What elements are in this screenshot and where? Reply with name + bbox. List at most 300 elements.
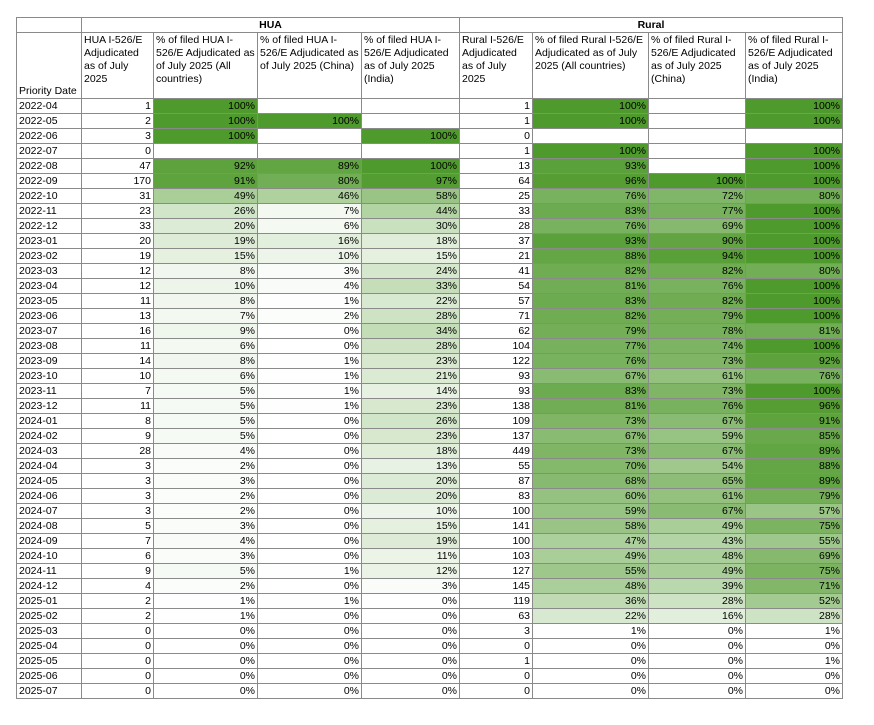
table-row: [17, 609, 843, 624]
cell-rural-pct-india: 0%: [746, 684, 843, 699]
cell-rural-pct-india: 85%: [746, 429, 843, 444]
cell-rural-pct-china: 73%: [649, 354, 746, 369]
cell-rural-pct-all: 68%: [533, 474, 649, 489]
cell-rural-pct-all: 100%: [533, 144, 649, 159]
cell-hua-adjudicated: 4: [82, 579, 154, 594]
table-row: [17, 624, 843, 639]
header-rural-pct-all: % of filed Rural I-526/E Adjudicated as of July 2025 (All countries): [533, 33, 649, 99]
cell-rural-pct-all: 76%: [533, 219, 649, 234]
cell-rural-pct-india: 80%: [746, 264, 843, 279]
cell-hua-pct-india: 15%: [362, 519, 460, 534]
cell-rural-adjudicated: 0: [460, 129, 533, 144]
table-row: [17, 654, 843, 669]
cell-rural-pct-all: 73%: [533, 444, 649, 459]
cell-hua-adjudicated: 2: [82, 609, 154, 624]
cell-hua-pct-india: 0%: [362, 684, 460, 699]
cell-hua-pct-all: 20%: [154, 219, 258, 234]
cell-rural-pct-all: 70%: [533, 459, 649, 474]
table-row: [17, 294, 843, 309]
cell-rural-pct-china: 73%: [649, 384, 746, 399]
cell-hua-adjudicated: 8: [82, 414, 154, 429]
cell-rural-pct-china: 49%: [649, 519, 746, 534]
cell-hua-pct-all: 2%: [154, 504, 258, 519]
header-priority-date: Priority Date: [17, 33, 82, 99]
cell-hua-pct-all: 5%: [154, 429, 258, 444]
table-row: [17, 414, 843, 429]
cell-rural-adjudicated: 87: [460, 474, 533, 489]
cell-rural-adjudicated: 0: [460, 669, 533, 684]
column-header-row: [17, 33, 843, 99]
cell-rural-adjudicated: 137: [460, 429, 533, 444]
header-rural-pct-india: % of filed Rural I-526/E Adjudicated as of July 2025 (India): [746, 33, 843, 99]
cell-hua-pct-india: 15%: [362, 249, 460, 264]
cell-hua-pct-all: 6%: [154, 339, 258, 354]
cell-priority-date: 2022-07: [17, 144, 82, 159]
cell-hua-pct-all: 100%: [154, 114, 258, 129]
cell-rural-pct-india: 96%: [746, 399, 843, 414]
table-row: [17, 174, 843, 189]
cell-priority-date: 2023-10: [17, 369, 82, 384]
cell-hua-pct-all: 4%: [154, 534, 258, 549]
cell-hua-adjudicated: 3: [82, 489, 154, 504]
cell-hua-adjudicated: 5: [82, 519, 154, 534]
table-row: [17, 129, 843, 144]
cell-rural-adjudicated: 64: [460, 174, 533, 189]
cell-hua-adjudicated: 7: [82, 534, 154, 549]
cell-hua-pct-india: 58%: [362, 189, 460, 204]
cell-hua-pct-india: 10%: [362, 504, 460, 519]
cell-rural-pct-india: 0%: [746, 639, 843, 654]
table-row: [17, 324, 843, 339]
cell-rural-pct-china: 67%: [649, 444, 746, 459]
cell-hua-pct-china: 0%: [258, 609, 362, 624]
cell-priority-date: 2022-06: [17, 129, 82, 144]
cell-priority-date: 2025-02: [17, 609, 82, 624]
cell-priority-date: 2023-08: [17, 339, 82, 354]
cell-hua-pct-all: 92%: [154, 159, 258, 174]
cell-hua-pct-china: 1%: [258, 294, 362, 309]
cell-hua-pct-china: 0%: [258, 429, 362, 444]
cell-rural-adjudicated: 122: [460, 354, 533, 369]
table-row: [17, 159, 843, 174]
cell-rural-adjudicated: 63: [460, 609, 533, 624]
cell-rural-adjudicated: 1: [460, 654, 533, 669]
table-row: [17, 669, 843, 684]
cell-hua-pct-china: 7%: [258, 204, 362, 219]
cell-rural-pct-china: 100%: [649, 174, 746, 189]
cell-hua-pct-all: 4%: [154, 444, 258, 459]
cell-hua-pct-all: 9%: [154, 324, 258, 339]
cell-rural-pct-all: 59%: [533, 504, 649, 519]
cell-rural-pct-all: 83%: [533, 204, 649, 219]
cell-priority-date: 2024-08: [17, 519, 82, 534]
cell-rural-pct-india: 100%: [746, 384, 843, 399]
cell-rural-pct-india: 100%: [746, 249, 843, 264]
cell-rural-pct-all: 49%: [533, 549, 649, 564]
cell-hua-pct-india: 18%: [362, 234, 460, 249]
cell-hua-pct-china: 0%: [258, 549, 362, 564]
cell-rural-pct-india: 1%: [746, 654, 843, 669]
cell-hua-adjudicated: 3: [82, 504, 154, 519]
cell-hua-pct-all: 100%: [154, 129, 258, 144]
cell-rural-pct-all: 100%: [533, 114, 649, 129]
cell-priority-date: 2023-09: [17, 354, 82, 369]
cell-rural-adjudicated: 3: [460, 624, 533, 639]
cell-rural-pct-all: 81%: [533, 279, 649, 294]
cell-priority-date: 2024-12: [17, 579, 82, 594]
cell-rural-pct-all: 77%: [533, 339, 649, 354]
cell-rural-pct-all: 76%: [533, 189, 649, 204]
cell-rural-pct-china: 90%: [649, 234, 746, 249]
cell-rural-adjudicated: 119: [460, 594, 533, 609]
cell-rural-pct-china: [649, 144, 746, 159]
cell-priority-date: 2023-05: [17, 294, 82, 309]
cell-hua-pct-india: 11%: [362, 549, 460, 564]
cell-rural-pct-india: 89%: [746, 474, 843, 489]
cell-priority-date: 2024-02: [17, 429, 82, 444]
cell-hua-pct-all: 3%: [154, 549, 258, 564]
cell-rural-pct-all: 0%: [533, 669, 649, 684]
cell-rural-pct-all: 79%: [533, 324, 649, 339]
cell-hua-pct-china: 0%: [258, 534, 362, 549]
table-row: [17, 369, 843, 384]
cell-hua-pct-all: 15%: [154, 249, 258, 264]
cell-hua-adjudicated: 1: [82, 99, 154, 114]
cell-rural-pct-all: 67%: [533, 369, 649, 384]
cell-rural-adjudicated: 71: [460, 309, 533, 324]
cell-rural-pct-all: 88%: [533, 249, 649, 264]
table-row: [17, 549, 843, 564]
cell-hua-pct-china: 100%: [258, 114, 362, 129]
table-row: [17, 219, 843, 234]
cell-hua-pct-china: 2%: [258, 309, 362, 324]
cell-rural-adjudicated: 13: [460, 159, 533, 174]
cell-rural-adjudicated: 138: [460, 399, 533, 414]
cell-rural-adjudicated: 54: [460, 279, 533, 294]
cell-hua-pct-india: 20%: [362, 489, 460, 504]
cell-hua-pct-china: 1%: [258, 564, 362, 579]
cell-hua-pct-all: 1%: [154, 609, 258, 624]
cell-rural-adjudicated: 145: [460, 579, 533, 594]
cell-rural-pct-china: 79%: [649, 309, 746, 324]
cell-rural-pct-china: 0%: [649, 639, 746, 654]
cell-rural-adjudicated: 83: [460, 489, 533, 504]
cell-hua-adjudicated: 0: [82, 684, 154, 699]
cell-priority-date: 2023-01: [17, 234, 82, 249]
cell-rural-pct-china: 65%: [649, 474, 746, 489]
cell-rural-adjudicated: 33: [460, 204, 533, 219]
cell-hua-pct-india: 0%: [362, 609, 460, 624]
cell-hua-pct-china: 3%: [258, 264, 362, 279]
cell-rural-pct-india: 100%: [746, 159, 843, 174]
cell-hua-pct-india: 3%: [362, 579, 460, 594]
cell-priority-date: 2025-03: [17, 624, 82, 639]
cell-rural-pct-india: 76%: [746, 369, 843, 384]
cell-rural-pct-china: [649, 129, 746, 144]
cell-rural-pct-india: 28%: [746, 609, 843, 624]
cell-priority-date: 2022-05: [17, 114, 82, 129]
group-blank-cell: [17, 18, 82, 33]
cell-hua-pct-china: 0%: [258, 654, 362, 669]
cell-rural-pct-all: 0%: [533, 639, 649, 654]
cell-rural-pct-india: 79%: [746, 489, 843, 504]
cell-rural-pct-all: 48%: [533, 579, 649, 594]
cell-hua-pct-all: 0%: [154, 639, 258, 654]
cell-priority-date: 2024-06: [17, 489, 82, 504]
cell-priority-date: 2023-03: [17, 264, 82, 279]
cell-rural-pct-india: 57%: [746, 504, 843, 519]
cell-rural-pct-all: 1%: [533, 624, 649, 639]
cell-rural-pct-india: 89%: [746, 444, 843, 459]
cell-rural-pct-india: 100%: [746, 234, 843, 249]
cell-hua-pct-india: 20%: [362, 474, 460, 489]
cell-rural-pct-china: 28%: [649, 594, 746, 609]
cell-priority-date: 2022-10: [17, 189, 82, 204]
table-row: [17, 309, 843, 324]
cell-hua-pct-china: [258, 129, 362, 144]
cell-rural-pct-india: 71%: [746, 579, 843, 594]
table-row: [17, 144, 843, 159]
cell-rural-adjudicated: 25: [460, 189, 533, 204]
cell-hua-pct-india: 30%: [362, 219, 460, 234]
cell-priority-date: 2022-08: [17, 159, 82, 174]
header-hua-pct-india: % of filed HUA I-526/E Adjudicated as of July 2025 (India): [362, 33, 460, 99]
cell-rural-pct-india: 88%: [746, 459, 843, 474]
cell-hua-pct-china: 6%: [258, 219, 362, 234]
cell-hua-pct-all: 91%: [154, 174, 258, 189]
cell-hua-pct-china: 16%: [258, 234, 362, 249]
cell-hua-pct-all: 5%: [154, 414, 258, 429]
table-row: [17, 189, 843, 204]
cell-hua-pct-all: 0%: [154, 669, 258, 684]
cell-hua-pct-china: 0%: [258, 504, 362, 519]
cell-priority-date: 2023-06: [17, 309, 82, 324]
table-row: [17, 459, 843, 474]
cell-rural-pct-india: 92%: [746, 354, 843, 369]
cell-hua-pct-all: 0%: [154, 654, 258, 669]
cell-priority-date: 2025-05: [17, 654, 82, 669]
cell-hua-pct-china: 0%: [258, 624, 362, 639]
cell-rural-adjudicated: 141: [460, 519, 533, 534]
cell-priority-date: 2023-12: [17, 399, 82, 414]
cell-rural-adjudicated: 21: [460, 249, 533, 264]
table-row: [17, 684, 843, 699]
cell-rural-adjudicated: 449: [460, 444, 533, 459]
cell-hua-pct-all: 49%: [154, 189, 258, 204]
cell-priority-date: 2024-04: [17, 459, 82, 474]
cell-priority-date: 2025-01: [17, 594, 82, 609]
cell-hua-pct-all: 3%: [154, 474, 258, 489]
cell-rural-pct-china: 76%: [649, 399, 746, 414]
cell-rural-adjudicated: 0: [460, 639, 533, 654]
cell-rural-pct-china: 0%: [649, 624, 746, 639]
cell-hua-pct-china: 0%: [258, 444, 362, 459]
cell-hua-adjudicated: 47: [82, 159, 154, 174]
cell-hua-pct-india: 0%: [362, 654, 460, 669]
cell-hua-pct-china: 0%: [258, 489, 362, 504]
cell-rural-pct-all: 96%: [533, 174, 649, 189]
table-row: [17, 99, 843, 114]
cell-hua-adjudicated: 3: [82, 474, 154, 489]
cell-hua-adjudicated: 6: [82, 549, 154, 564]
cell-hua-pct-china: 0%: [258, 474, 362, 489]
cell-hua-pct-all: 0%: [154, 684, 258, 699]
cell-hua-pct-china: 0%: [258, 339, 362, 354]
table-row: [17, 249, 843, 264]
group-hua: HUA: [82, 18, 460, 33]
cell-rural-pct-all: [533, 129, 649, 144]
cell-hua-pct-india: 23%: [362, 429, 460, 444]
cell-priority-date: 2022-09: [17, 174, 82, 189]
cell-hua-pct-china: 89%: [258, 159, 362, 174]
cell-hua-pct-china: 0%: [258, 684, 362, 699]
cell-hua-adjudicated: 12: [82, 279, 154, 294]
table-row: [17, 339, 843, 354]
cell-hua-pct-china: 80%: [258, 174, 362, 189]
cell-priority-date: 2025-07: [17, 684, 82, 699]
cell-rural-adjudicated: 93: [460, 384, 533, 399]
cell-rural-pct-china: 48%: [649, 549, 746, 564]
cell-hua-pct-all: 8%: [154, 354, 258, 369]
cell-rural-pct-all: 81%: [533, 399, 649, 414]
cell-priority-date: 2024-07: [17, 504, 82, 519]
cell-hua-pct-india: 34%: [362, 324, 460, 339]
cell-priority-date: 2024-11: [17, 564, 82, 579]
table-row: [17, 474, 843, 489]
cell-rural-pct-china: 74%: [649, 339, 746, 354]
cell-rural-pct-india: 52%: [746, 594, 843, 609]
cell-rural-pct-all: 93%: [533, 234, 649, 249]
cell-rural-pct-china: 43%: [649, 534, 746, 549]
cell-hua-adjudicated: 11: [82, 339, 154, 354]
cell-hua-pct-china: 0%: [258, 459, 362, 474]
cell-hua-pct-all: 5%: [154, 399, 258, 414]
cell-hua-pct-all: 10%: [154, 279, 258, 294]
cell-rural-pct-india: 1%: [746, 624, 843, 639]
table-row: [17, 639, 843, 654]
group-rural: Rural: [460, 18, 843, 33]
cell-hua-adjudicated: 9: [82, 429, 154, 444]
cell-hua-pct-all: 19%: [154, 234, 258, 249]
cell-rural-pct-china: 67%: [649, 414, 746, 429]
cell-hua-adjudicated: 7: [82, 384, 154, 399]
adjudication-table: [16, 17, 843, 699]
cell-hua-adjudicated: 170: [82, 174, 154, 189]
table-row: [17, 114, 843, 129]
cell-hua-pct-india: 26%: [362, 414, 460, 429]
cell-hua-adjudicated: 0: [82, 624, 154, 639]
cell-rural-pct-india: 81%: [746, 324, 843, 339]
cell-hua-pct-india: 12%: [362, 564, 460, 579]
cell-priority-date: 2023-07: [17, 324, 82, 339]
cell-rural-pct-india: 100%: [746, 144, 843, 159]
cell-rural-pct-india: 80%: [746, 189, 843, 204]
table-row: [17, 204, 843, 219]
cell-hua-adjudicated: 16: [82, 324, 154, 339]
cell-hua-adjudicated: 13: [82, 309, 154, 324]
cell-hua-adjudicated: 3: [82, 459, 154, 474]
cell-priority-date: 2022-04: [17, 99, 82, 114]
cell-rural-pct-china: 0%: [649, 654, 746, 669]
cell-hua-pct-china: 0%: [258, 414, 362, 429]
cell-hua-pct-india: 28%: [362, 339, 460, 354]
cell-hua-adjudicated: 12: [82, 264, 154, 279]
cell-rural-pct-all: 60%: [533, 489, 649, 504]
cell-rural-pct-india: 100%: [746, 174, 843, 189]
header-hua-pct-china: % of filed HUA I-526/E Adjudicated as of July 2025 (China): [258, 33, 362, 99]
table-row: [17, 354, 843, 369]
cell-hua-pct-india: 0%: [362, 594, 460, 609]
cell-hua-pct-india: 22%: [362, 294, 460, 309]
cell-hua-adjudicated: 14: [82, 354, 154, 369]
cell-priority-date: 2024-05: [17, 474, 82, 489]
cell-rural-pct-all: 47%: [533, 534, 649, 549]
cell-rural-adjudicated: 100: [460, 534, 533, 549]
cell-rural-pct-china: 16%: [649, 609, 746, 624]
cell-rural-pct-india: 0%: [746, 669, 843, 684]
table-row: [17, 504, 843, 519]
table-row: [17, 429, 843, 444]
cell-hua-pct-india: 0%: [362, 624, 460, 639]
cell-rural-pct-all: 76%: [533, 354, 649, 369]
cell-hua-adjudicated: 23: [82, 204, 154, 219]
cell-hua-pct-all: 2%: [154, 489, 258, 504]
cell-hua-pct-china: 0%: [258, 519, 362, 534]
cell-rural-pct-china: [649, 114, 746, 129]
cell-rural-pct-all: 83%: [533, 294, 649, 309]
cell-hua-pct-all: 2%: [154, 579, 258, 594]
cell-hua-adjudicated: 2: [82, 114, 154, 129]
cell-hua-pct-all: 2%: [154, 459, 258, 474]
cell-rural-pct-all: 22%: [533, 609, 649, 624]
cell-hua-adjudicated: 3: [82, 129, 154, 144]
cell-rural-pct-china: 49%: [649, 564, 746, 579]
cell-hua-adjudicated: 0: [82, 144, 154, 159]
cell-rural-pct-india: 100%: [746, 309, 843, 324]
cell-rural-pct-china: 76%: [649, 279, 746, 294]
cell-rural-pct-all: 82%: [533, 309, 649, 324]
cell-rural-adjudicated: 93: [460, 369, 533, 384]
cell-hua-pct-china: [258, 144, 362, 159]
cell-rural-pct-all: 58%: [533, 519, 649, 534]
cell-rural-pct-all: 0%: [533, 684, 649, 699]
cell-rural-pct-all: 0%: [533, 654, 649, 669]
cell-hua-pct-india: 44%: [362, 204, 460, 219]
cell-priority-date: 2025-06: [17, 669, 82, 684]
cell-hua-pct-all: 7%: [154, 309, 258, 324]
cell-rural-pct-china: 82%: [649, 294, 746, 309]
cell-rural-pct-china: 39%: [649, 579, 746, 594]
cell-hua-pct-all: 5%: [154, 384, 258, 399]
cell-hua-adjudicated: 11: [82, 294, 154, 309]
cell-hua-adjudicated: 9: [82, 564, 154, 579]
cell-rural-pct-china: 59%: [649, 429, 746, 444]
cell-hua-pct-all: 0%: [154, 624, 258, 639]
cell-hua-adjudicated: 0: [82, 669, 154, 684]
cell-rural-adjudicated: 100: [460, 504, 533, 519]
cell-priority-date: 2023-02: [17, 249, 82, 264]
cell-hua-adjudicated: 2: [82, 594, 154, 609]
cell-hua-pct-india: 18%: [362, 444, 460, 459]
cell-hua-pct-china: 1%: [258, 399, 362, 414]
cell-priority-date: 2023-11: [17, 384, 82, 399]
cell-hua-pct-china: 1%: [258, 384, 362, 399]
cell-rural-pct-india: 69%: [746, 549, 843, 564]
cell-hua-pct-india: 23%: [362, 354, 460, 369]
table-row: [17, 519, 843, 534]
cell-hua-pct-china: 0%: [258, 579, 362, 594]
cell-rural-adjudicated: 103: [460, 549, 533, 564]
